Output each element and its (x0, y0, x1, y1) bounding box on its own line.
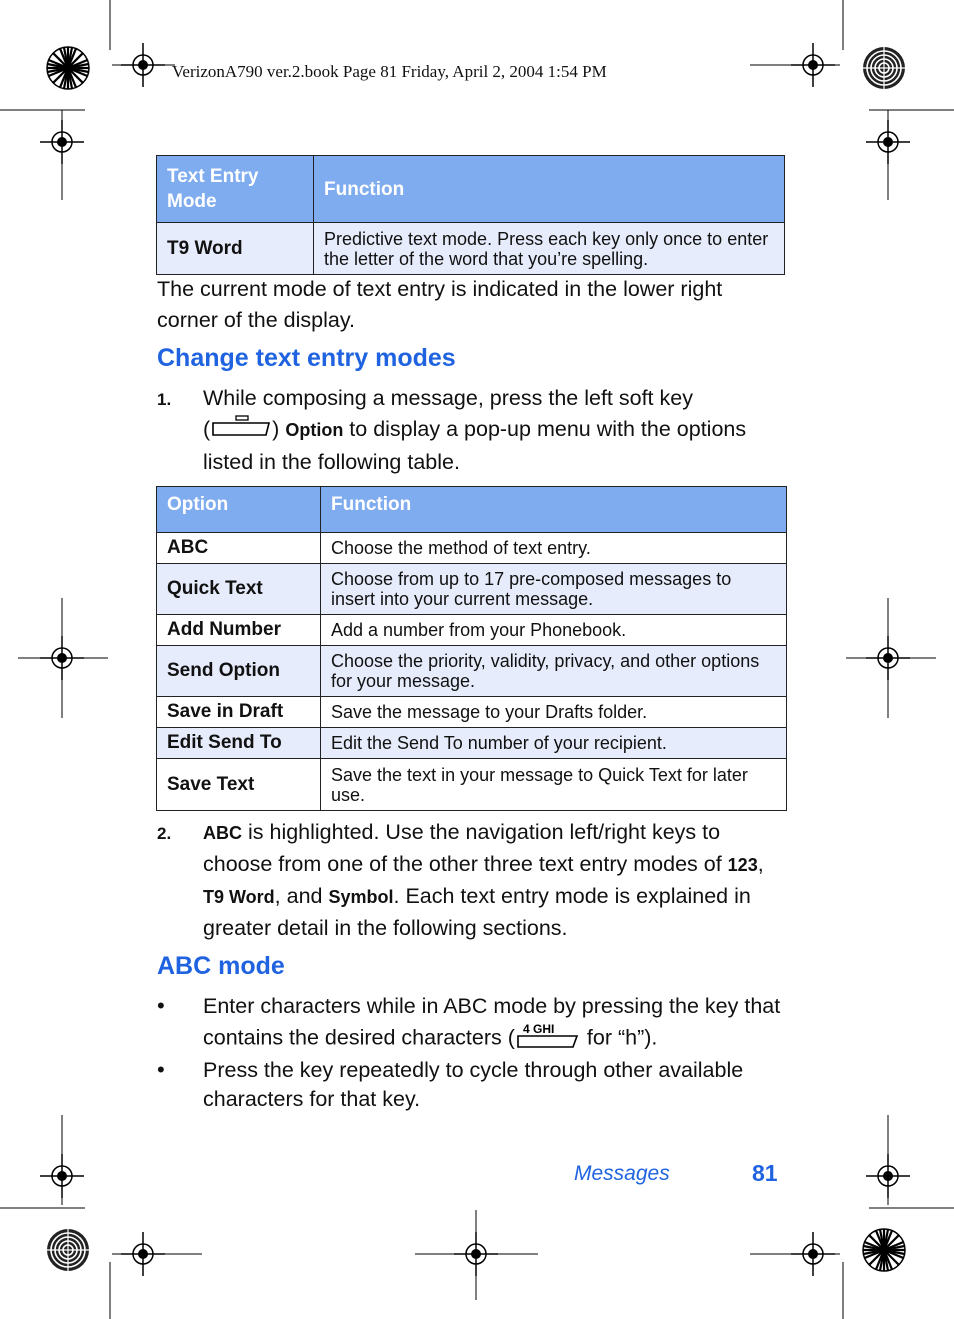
text-entry-mode-table (156, 155, 785, 275)
table-header-row (157, 487, 787, 533)
step-1-text-a: While composing a message, press the left soft key (203, 386, 693, 410)
table-row (157, 759, 787, 811)
section-heading: Change text entry modes (157, 344, 456, 372)
paren-close: ) (272, 417, 280, 442)
separator: , and (274, 884, 323, 908)
mode-123: 123 (727, 855, 758, 875)
mode-t9-word: T9 Word (203, 887, 275, 907)
bullet-mark: • (157, 1057, 165, 1082)
print-header: VerizonA790 ver.2.book Page 81 Friday, April 2, 2004 1:54 PM (172, 62, 607, 81)
row-key: Quick Text (157, 564, 321, 615)
row-value: Choose the method of text entry. (321, 533, 787, 564)
left-soft-key-icon (210, 414, 272, 447)
row-key: T9 Word (157, 223, 314, 275)
table-row (157, 533, 787, 564)
mode-symbol: Symbol (328, 887, 394, 907)
row-value: Choose the priority, validity, privacy, and other options for your message. (321, 646, 787, 697)
row-value: Save the text in your message to Quick Text for later use. (321, 759, 787, 811)
bullet-mark: • (157, 993, 165, 1018)
step-2-text-b: . Each text entry mode is explained in greater detail in the following sections. (203, 884, 751, 940)
bullet-1-text-b: for “h”). (586, 1025, 658, 1050)
row-key: Save Text (157, 759, 321, 811)
row-value: Save the message to your Drafts folder. (321, 697, 787, 728)
step-number: 1. (157, 390, 172, 409)
table-row (157, 697, 787, 728)
table-row (157, 564, 787, 615)
row-value: Choose from up to 17 pre-composed messages to insert into your current message. (321, 564, 787, 615)
footer-section-name: Messages (574, 1162, 670, 1185)
abc-label: ABC (203, 823, 242, 843)
row-key: Send Option (157, 646, 321, 697)
key-4-ghi-icon (515, 1021, 581, 1057)
column-header: Option (157, 487, 321, 533)
table-row (157, 223, 785, 275)
intro-paragraph: The current mode of text entry is indicated in the lower right corner of the display. (157, 277, 723, 332)
column-header: Text Entry Mode (157, 156, 314, 223)
table-row (157, 615, 787, 646)
paren-open: ( (203, 417, 211, 442)
option-function-table (156, 486, 787, 811)
bullet-1-text-a: Enter characters while in ABC mode by pressing the key that contains the desired characters ( (203, 994, 781, 1050)
option-label: Option (285, 420, 344, 441)
step-2-text (203, 817, 788, 944)
row-value: Edit the Send To number of your recipient. (321, 728, 787, 759)
table-row (157, 646, 787, 697)
step-1-text-b: to display a pop-up menu with the options listed in the following table. (203, 417, 747, 474)
step-1-text (203, 383, 788, 478)
key-4-ghi-label: 4 GHI (522, 1022, 555, 1036)
row-value: Add a number from your Phonebook. (321, 615, 787, 646)
section-heading: ABC mode (157, 952, 285, 980)
bullet-2-text: Press the key repeatedly to cycle through other available characters for that key. (203, 1058, 744, 1111)
separator: , (757, 852, 764, 876)
row-value: Predictive text mode. Press each key only once to enter the letter of the word that you’re spelling. (314, 223, 785, 275)
row-key: ABC (157, 533, 321, 564)
step-number: 2. (157, 824, 172, 843)
bullet-1-text (203, 992, 788, 1057)
step-2-text-a: is highlighted. Use the navigation left/right keys to choose from one of the other three text entry modes of (203, 820, 722, 876)
row-key: Add Number (157, 615, 321, 646)
column-header: Function (321, 487, 787, 533)
table-header-row (157, 156, 785, 223)
table-row (157, 728, 787, 759)
row-key: Save in Draft (157, 697, 321, 728)
column-header: Function (314, 156, 785, 223)
row-key: Edit Send To (157, 728, 321, 759)
page-number: 81 (752, 1160, 778, 1186)
